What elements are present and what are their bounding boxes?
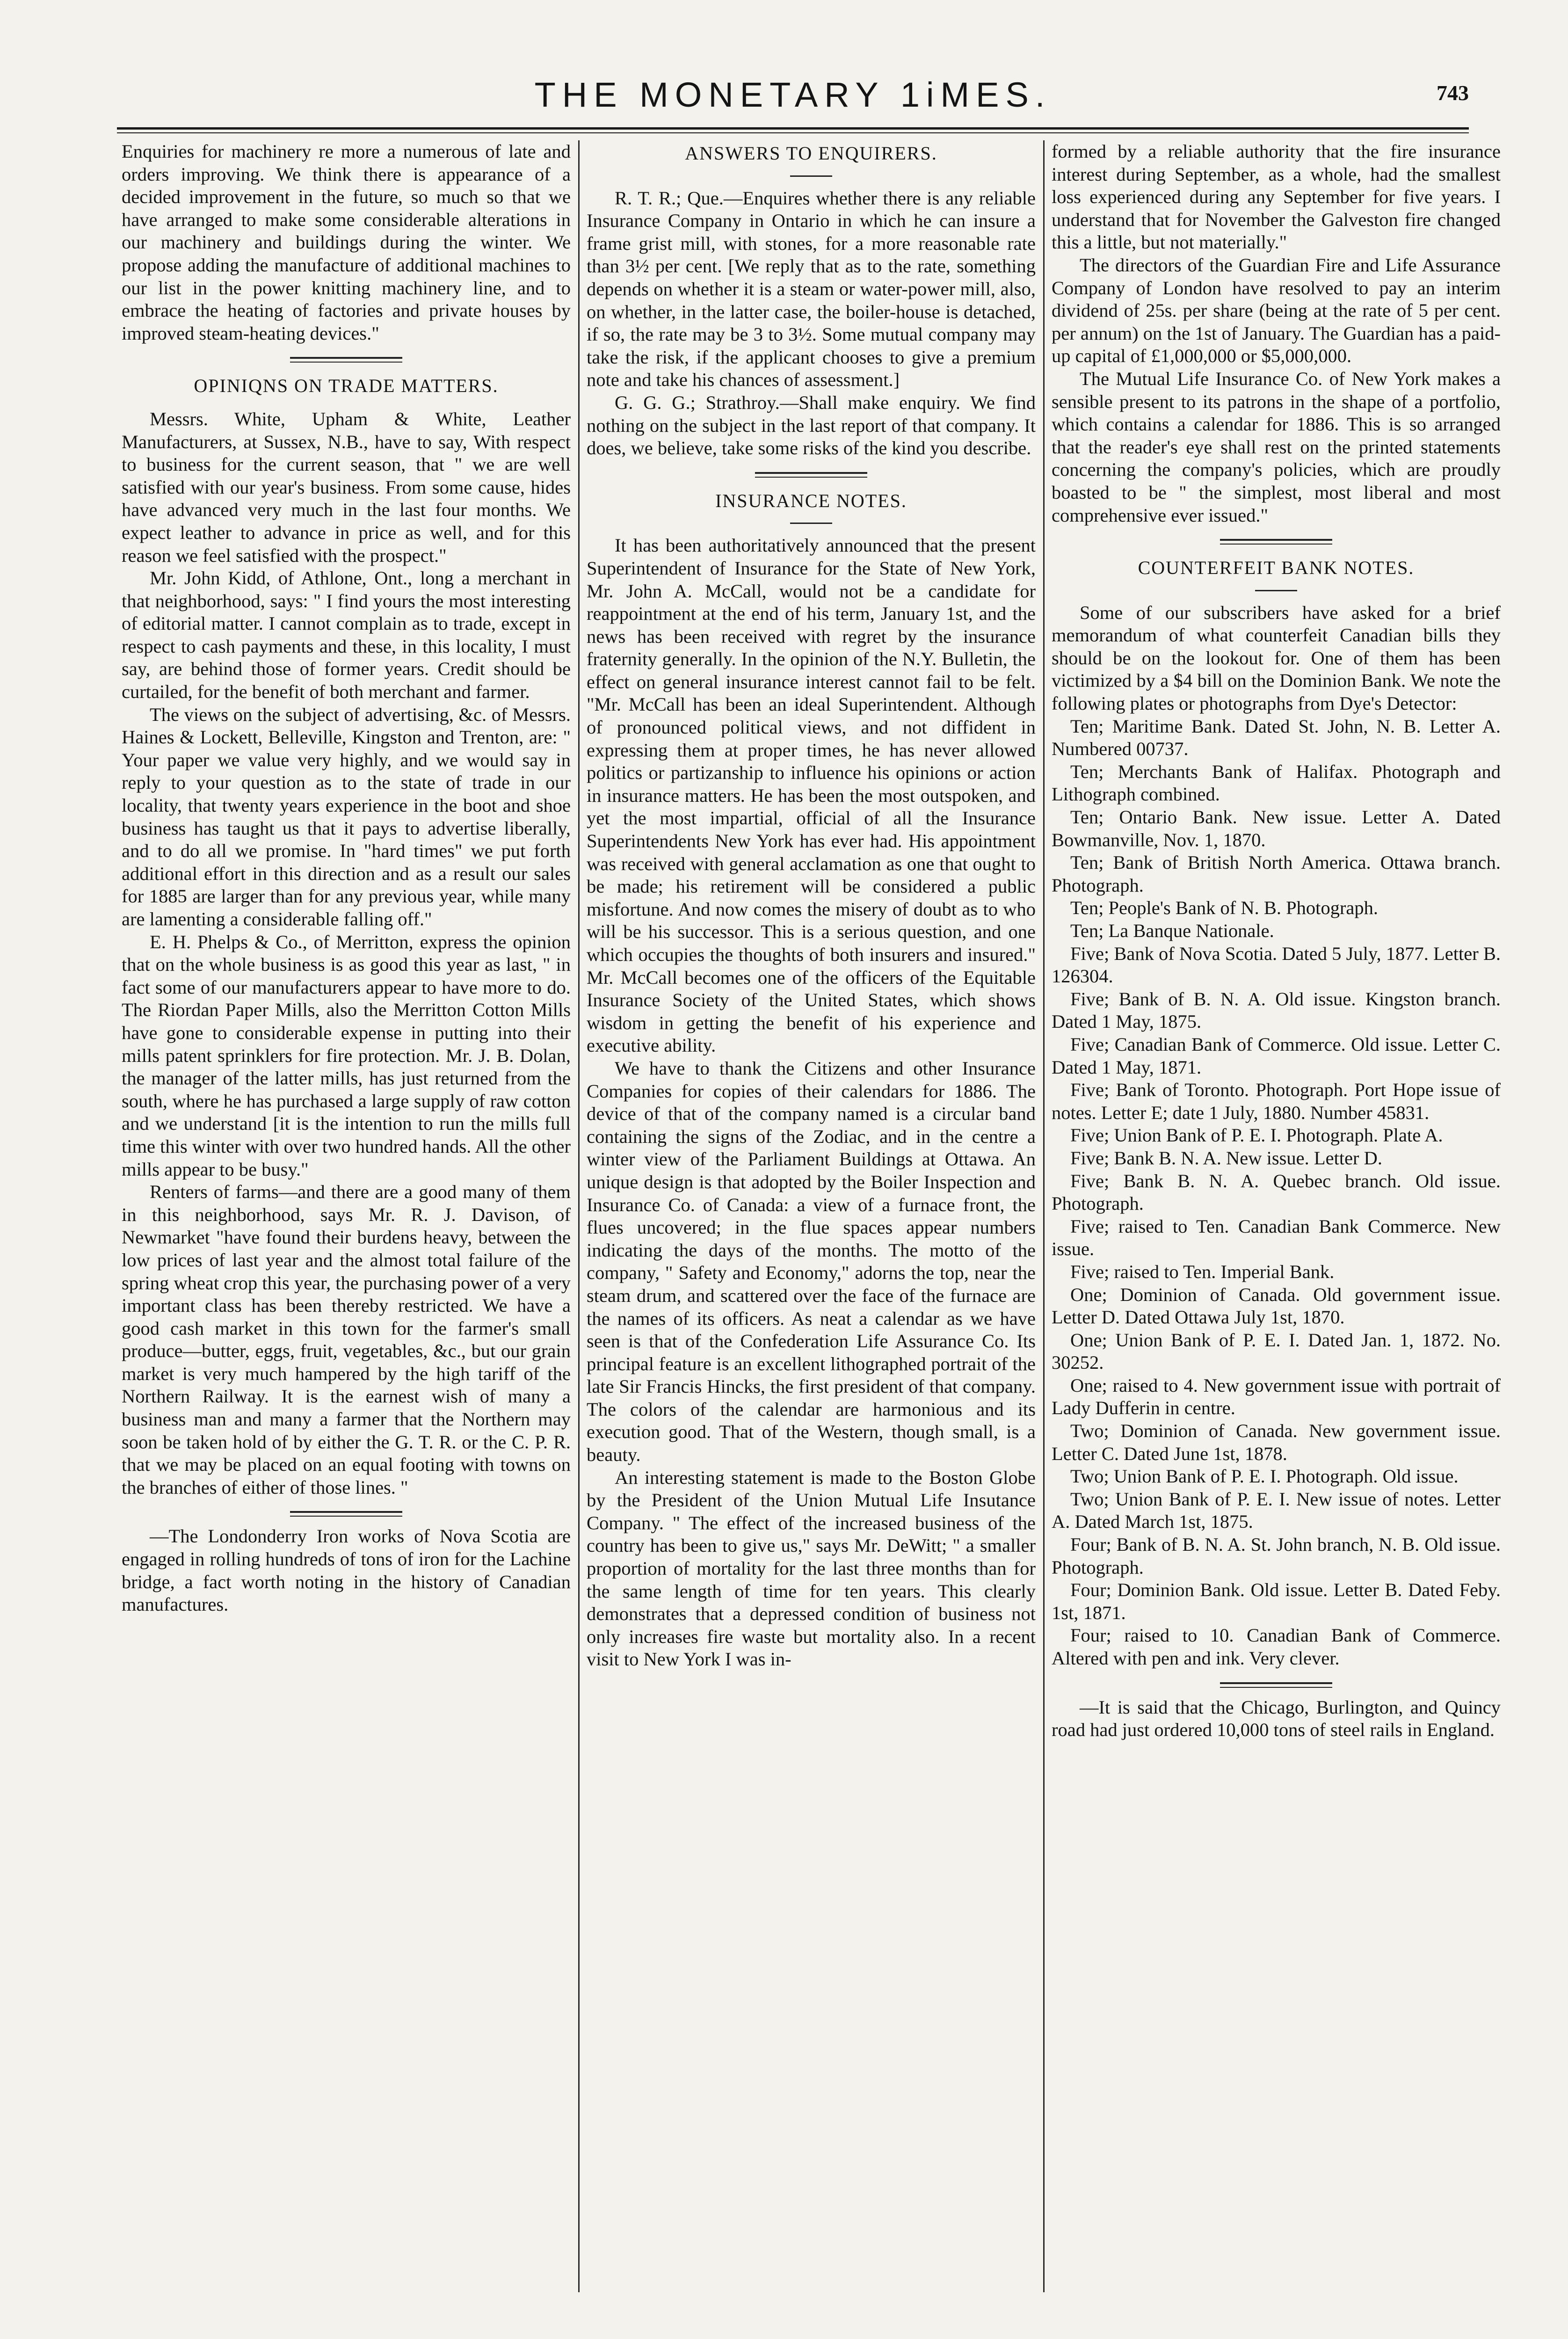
article-paragraph: The views on the subject of advertising, &c. of Messrs. Haines & Lockett, Belleville, Kingston and Trenton, are: " Your paper we value very highly, and we would say in reply to your question as to the state of trade in our locality, that twenty years experience in the boot and shoe business has taught us that it pays to advertise liberally, and to do all we promise. In "hard times" we put forth additional effort in this direction and as a result our sales for 1885 are larger than for any previous year, while many are lamenting a considerable falling off." xyxy=(122,704,571,930)
column-1 xyxy=(122,140,571,1616)
list-item: Five; Bank of Toronto. Photograph. Port Hope issue of notes. Letter E; date 1 July, 1880. Number 45831. xyxy=(1052,1079,1501,1123)
article-paragraph: Some of our subscribers have asked for a brief memorandum of what counterfeit Canadian bills they should be on the lookout for. One of them has been victimized by a $4 bill on the Dominion Bank. We note the following plates or photographs from Dye's Detector: xyxy=(1052,602,1501,714)
section-heading-insurance: INSURANCE NOTES. xyxy=(715,490,907,511)
list-item: Ten; Merchants Bank of Halifax. Photograph and Lithograph combined. xyxy=(1052,761,1501,805)
section-separator xyxy=(1220,1682,1332,1688)
article-paragraph: G. G. G.; Strathroy.—Shall make enquiry. We find nothing on the subject in the last report of that company. It does, we believe, take some risks of the kind you describe. xyxy=(587,392,1036,459)
article-paragraph: The Mutual Life Insurance Co. of New York makes a sensible present to its patrons in the shape of a portfolio, which contains a calendar for 1886. This is so arranged that the reader's eye shall rest on the printed statements concerning the company's policies, which are proudly boasted to be " the simplest, most liberal and most comprehensive ever issued." xyxy=(1052,368,1501,526)
heading-rule xyxy=(1255,590,1297,591)
article-paragraph: R. T. R.; Que.—Enquires whether there is any reliable Insurance Company in Ontario in which he can insure a frame grist mill, with stones, for a more reasonable rate than 3½ per cent. [We reply that as to the rate, something depends on whether it is a steam or water-power mill, also, on whether, in the latter case, the boiler-house is detached, if so, the rate may be 3 to 3½. Some mutual company may take the risk, if the applicant chooses to give a premium note and take his chances of assessment.] xyxy=(587,187,1036,391)
list-item: Ten; Maritime Bank. Dated St. John, N. B. Letter A. Numbered 00737. xyxy=(1052,715,1501,760)
section-separator xyxy=(1220,539,1332,545)
article-paragraph: We have to thank the Citizens and other Insurance Companies for copies of their calendars for 1886. The device of that of the company named is a circular band containing the signs of the Zodiac, and in the centre a winter view of the Parliament Buildings at Ottawa. An unique design is that adopted by the Boiler Inspection and Insurance Co. of Canada: a view of a furnace front, the flues uncovered; in the flue spaces appear numbers indicating the days of the months. The motto of the company, " Safety and Economy," adorns the top, near the steam drum, and scattered over the face of the furnace are the names of its officers. As neat a calendar as we have seen is that of the Confederation Life Assurance Co. Its principal feature is an excellent lithographed portrait of the late Sir Francis Hincks, the first president of that company. The colors of the calendar are harmonious and its execution good. That of the Western, though small, is a beauty. xyxy=(587,1057,1036,1466)
heading-rule xyxy=(790,175,832,177)
list-item: Ten; People's Bank of N. B. Photograph. xyxy=(1070,897,1379,919)
heading-rule xyxy=(790,523,832,524)
article-paragraph: An interesting statement is made to the Boston Globe by the President of the Union Mutual Life Insutance Company. " The effect of the increased business of the country has been to give us," says Mr. DeWitt; " a smaller proportion of mortality for the last three months than for the same length of time for ten years. This clearly demonstrates that a depressed condition of business not only increases fire waste but mortality also. In a recent visit to New York I was in- xyxy=(587,1467,1036,1670)
list-item: Two; Union Bank of P. E. I. Photograph. Old issue. xyxy=(1070,1466,1459,1487)
list-item: Five; Bank of B. N. A. Old issue. Kingston branch. Dated 1 May, 1875. xyxy=(1052,988,1501,1032)
list-item: Ten; Ontario Bank. New issue. Letter A. Dated Bowmanville, Nov. 1, 1870. xyxy=(1052,806,1501,850)
counterfeit-notes-list xyxy=(1052,715,1501,1670)
list-item: Five; Union Bank of P. E. I. Photograph. Plate A. xyxy=(1070,1125,1443,1146)
list-item: One; Union Bank of P. E. I. Dated Jan. 1, 1872. No. 30252. xyxy=(1052,1329,1501,1373)
column-2 xyxy=(587,140,1036,1671)
section-separator xyxy=(755,472,867,478)
article-paragraph: —It is said that the Chicago, Burlington, and Quincy road had just ordered 10,000 tons of steel rails in England. xyxy=(1052,1696,1501,1741)
article-paragraph: formed by a reliable authority that the fire insurance interest during September, as a whole, had the smallest loss experienced during any September for five years. I understand that for November the Galveston fire changed this a little, but not materially." xyxy=(1052,141,1501,253)
article-paragraph: It has been authoritatively announced that the present Superintendent of Insurance for the State of New York, Mr. John A. McCall, would not be a candidate for reappointment at the end of his term, January 1st, and the news has been received with regret by the insurance fraternity generally. In the opinion of the N.Y. Bulletin, the effect on general insurance interest cannot fail to be felt. "Mr. McCall has been an ideal Superintendent. Although of pronounced political views, and not diffident in expressing them at proper times, he has never allowed politics or partizanship to influence his opinions or action in insurance matters. He has been the most outspoken, and yet the most impartial, official of all the Insurance Superintendents New York has ever had. His appointment was received with general acclamation as one that ought to be made; his retirement will be considered a public misfortune. And now comes the misery of doubt as to who will be his successor. This is a serious question, and one which occupies the thoughts of both insurers and insured." Mr. McCall becomes one of the officers of the Equitable Insurance Society of the United States, which shows wisdom in getting the benefit of his experience and executive ability. xyxy=(587,535,1036,1056)
masthead xyxy=(117,70,1469,126)
article-paragraph: E. H. Phelps & Co., of Merritton, express the opinion that on the whole business is as good this year as last, " in fact some of our manufacturers appear to have more to do. The Riordan Paper Mills, also the Merritton Cotton Mills have gone to considerable expense in putting into their mills patent sprinklers for fire protection. Mr. J. B. Dolan, the manager of the latter mills, has just returned from the south, where he has purchased a large supply of raw cotton and we understand [it is the intention to run the mills full time this winter with over two hundred hands. All the other mills appear to be busy." xyxy=(122,931,571,1180)
column-3 xyxy=(1052,140,1501,1742)
list-item: Ten; Bank of British North America. Ottawa branch. Photograph. xyxy=(1052,852,1501,896)
list-item: Two; Union Bank of P. E. I. New issue of notes. Letter A. Dated March 1st, 1875. xyxy=(1052,1488,1501,1533)
list-item: Five; raised to Ten. Imperial Bank. xyxy=(1070,1261,1335,1282)
list-item: Two; Dominion of Canada. New government issue. Letter C. Dated June 1st, 1878. xyxy=(1052,1420,1501,1464)
masthead-rule-thick xyxy=(117,127,1469,130)
page-number: 743 xyxy=(1437,81,1469,105)
section-heading-counterfeit: COUNTERFEIT BANK NOTES. xyxy=(1138,557,1415,579)
section-heading-opinions: OPINIQNS ON TRADE MATTERS. xyxy=(194,375,499,397)
list-item: Four; Bank of B. N. A. St. John branch, N. B. Old issue. Photograph. xyxy=(1052,1534,1501,1578)
list-item: Five; raised to Ten. Canadian Bank Commerce. New issue. xyxy=(1052,1215,1501,1260)
section-heading-answers: ANSWERS TO ENQUIRERS. xyxy=(685,143,937,164)
list-item: Ten; La Banque Nationale. xyxy=(1070,920,1274,941)
article-paragraph: Enquiries for machinery re more a numerous of late and orders improving. We think there is appearance of a decided improvement in the future, so much so that we have arranged to make some considerable alterations in our machinery and buildings during the winter. We propose adding the manufacture of additional machines to our list in the power knitting machinery line, and to embrace the heating of factories and private houses by improved steam-heating devices." xyxy=(122,141,571,344)
section-separator xyxy=(290,357,402,363)
masthead-rule-thin xyxy=(117,132,1469,133)
list-item: Four; Dominion Bank. Old issue. Letter B. Dated Feby. 1st, 1871. xyxy=(1052,1579,1501,1623)
article-paragraph: —The Londonderry Iron works of Nova Scotia are engaged in rolling hundreds of tons of iron for the Lachine bridge, a fact worth noting in the history of Canadian manufactures. xyxy=(122,1525,571,1615)
list-item: One; Dominion of Canada. Old government issue. Letter D. Dated Ottawa July 1st, 1870. xyxy=(1052,1284,1501,1328)
article-paragraph: The directors of the Guardian Fire and Life Assurance Company of London have resolved to pay an interim dividend of 25s. per share (being at the rate of 5 per cent. per annum) on the 1st of January. The Guardian has a paid-up capital of £1,000,000 or $5,000,000. xyxy=(1052,254,1501,367)
article-paragraph: Mr. John Kidd, of Athlone, Ont., long a merchant in that neighborhood, says: " I find yours the most interesting of editorial matter. I cannot complain as to trade, except in respect to cash payments and these, in this locality, I must say, are behind those of former years. Credit should be curtailed, for the benefit of both merchant and farmer. xyxy=(122,567,571,703)
column-divider-2 xyxy=(1043,140,1045,2292)
list-item: Five; Canadian Bank of Commerce. Old issue. Letter C. Dated 1 May, 1871. xyxy=(1052,1033,1501,1078)
list-item: Four; raised to 10. Canadian Bank of Commerce. Altered with pen and ink. Very clever. xyxy=(1052,1625,1501,1669)
section-separator xyxy=(290,1511,402,1517)
article-paragraph: Messrs. White, Upham & White, Leather Manufacturers, at Sussex, N.B., have to say, With respect to business for the current season, that " we are well satisfied with our year's business. From some cause, hides have advanced very much in the last four months. We expect leather to advance in price as well, and for this reason we feel satisfied with the prospect." xyxy=(122,408,571,566)
column-divider-1 xyxy=(578,140,580,2292)
list-item: Five; Bank B. N. A. New issue. Letter D. xyxy=(1070,1147,1383,1169)
list-item: Five; Bank of Nova Scotia. Dated 5 July, 1877. Letter B. 126304. xyxy=(1052,943,1501,987)
list-item: One; raised to 4. New government issue with portrait of Lady Dufferin in centre. xyxy=(1052,1374,1501,1419)
article-paragraph: Renters of farms—and there are a good many of them in this neighborhood, says Mr. R. J. Davison, of Newmarket "have found their burdens heavy, between the low prices of last year and the almost total failure of the spring wheat crop this year, the purchasing power of a very important class has been thereby restricted. We have a good cash market in this town for the farmer's small produce—butter, eggs, fruit, vegetables, &c., but our grain market is very much hampered by the high tariff of the Northern Railway. It is the earnest wish of many a business man and many a farmer that the Northern may soon be taken hold of by either the G. T. R. or the C. P. R. that we may be placed on an equal footing with towns on the branches of either of those lines. " xyxy=(122,1181,571,1498)
list-item: Five; Bank B. N. A. Quebec branch. Old issue. Photograph. xyxy=(1052,1170,1501,1214)
publication-title: THE MONETARY 1iMES. xyxy=(534,75,1052,114)
